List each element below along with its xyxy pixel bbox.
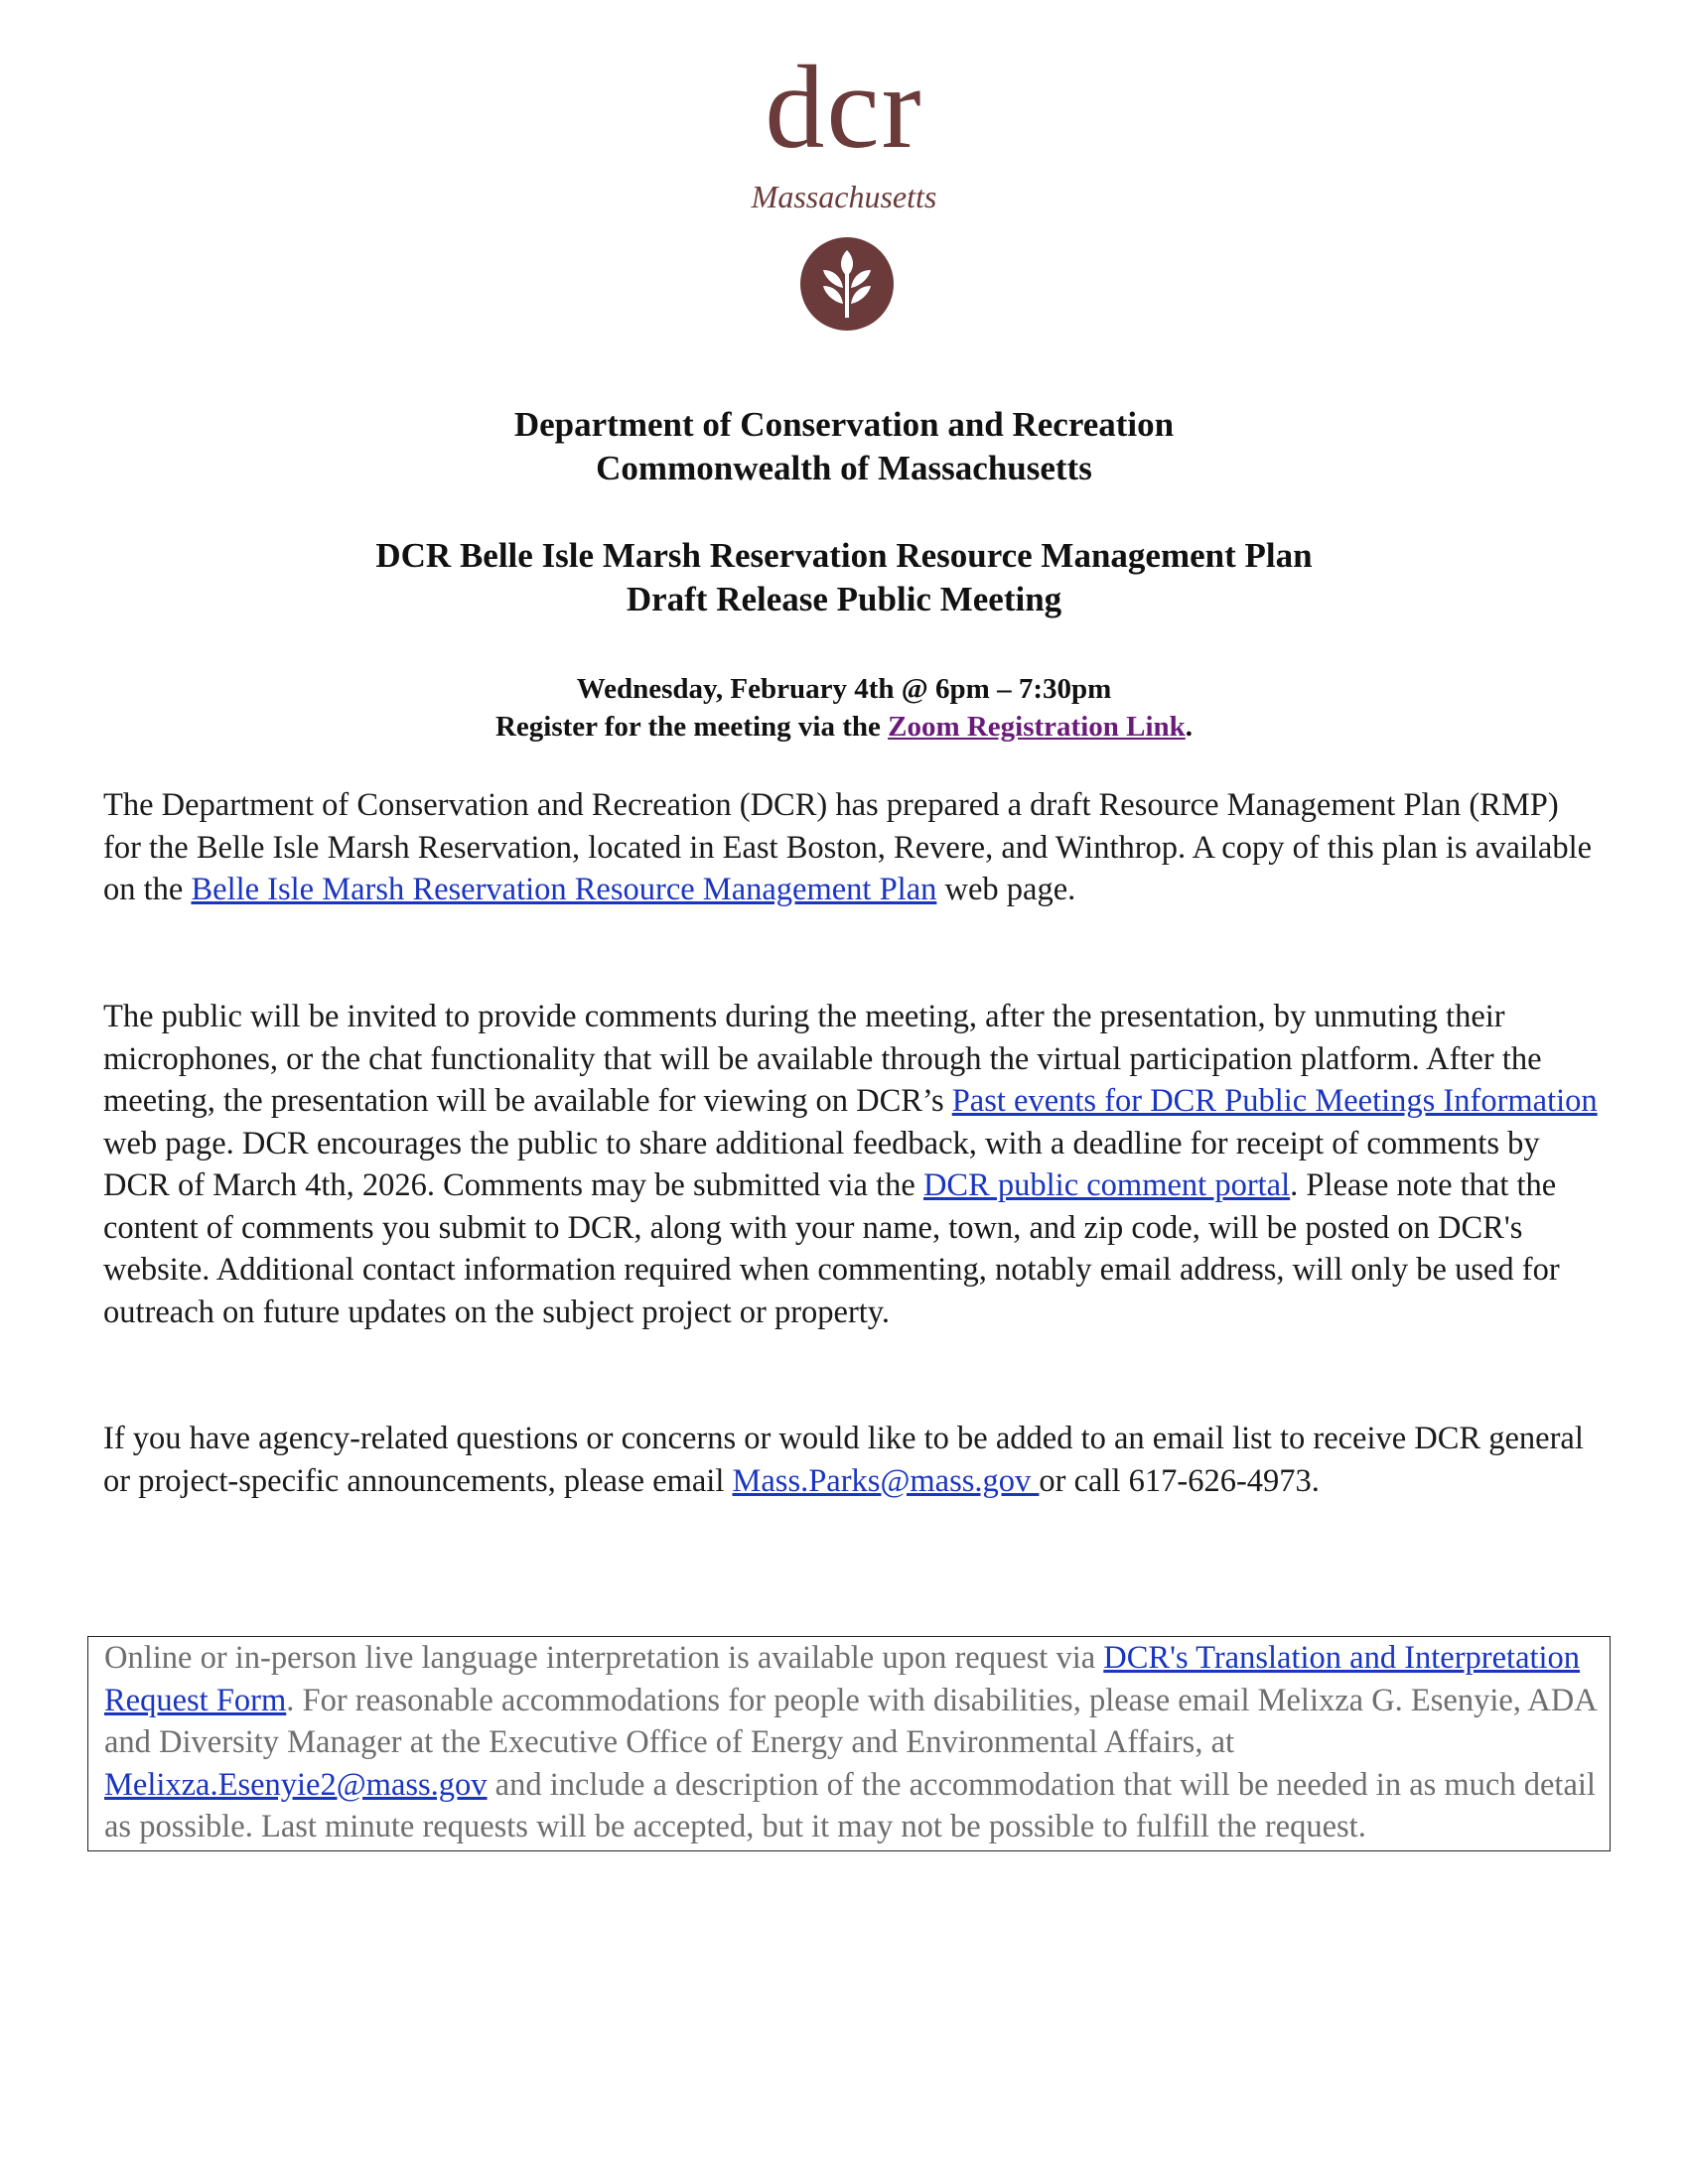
logo-state-name: Massachusetts: [751, 179, 937, 214]
meeting-datetime: Wednesday, February 4th @ 6pm – 7:30pm: [576, 673, 1112, 705]
meeting-details: [0, 670, 1688, 746]
past-events-link[interactable]: Past events for DCR Public Meetings Information: [951, 1083, 1598, 1119]
mass-parks-email-link[interactable]: Mass.Parks@mass.gov: [732, 1462, 1040, 1499]
contact-paragraph: If you have agency-related questions or concerns or would like to be added to an email list to receive DCR general or project-specific announcements, please email Mass.Parks@mass.gov or call 617-626-4973.: [103, 1421, 1584, 1499]
accessibility-notice-box: Online or in-person live language interpretation is available upon request via DCR's Translation and Interpretation Request Form. For reasonable accommodations for people with disabilities, please email Melixza G. Esenyie, ADA and Diversity Manager at the Executive Office of Energy and Environmental Affairs, at Melixza.Esenyie2@mass.gov and include a description of the accommodation that will be needed in as much detail as possible. Last minute requests will be accepted, but it may not be possible to fulfill the request.: [87, 1636, 1611, 1851]
dcr-logo: [0, 0, 1688, 357]
ada-manager-email-link[interactable]: Melixza.Esenyie2@mass.gov: [104, 1766, 488, 1803]
agency-header: [0, 403, 1688, 490]
meeting-title: Draft Release Public Meeting: [626, 580, 1062, 618]
public-comment-paragraph: The public will be invited to provide comments during the meeting, after the presentation, by unmuting their microphones, or the chat functionality that will be available through the virtual participation platform. After the meeting, the presentation will be available for viewing on DCR’s Past events for DCR Public Meetings Information web page. DCR encourages the public to share additional feedback, with a deadline for receipt of comments by DCR of March 4th, 2026. Comments may be submitted via the DCR public comment portal. Please note that the content of comments you submit to DCR, along with your name, town, and zip code, will be posted on DCR's website. Additional contact information required when commenting, notably email address, will only be used for outreach on future updates on the subject project or property.: [103, 999, 1598, 1330]
leaf-icon: [799, 236, 895, 332]
plan-availability-paragraph: The Department of Conservation and Recreation (DCR) has prepared a draft Resource Management Plan (RMP) for the Belle Isle Marsh Reservation, located in East Boston, Revere, and Winthrop. A copy of this plan is available on the Belle Isle Marsh Reservation Resource Management Plan web page.: [103, 787, 1593, 907]
zoom-registration-link[interactable]: Zoom Registration Link: [888, 711, 1186, 743]
translation-request-form-link[interactable]: DCR's Translation and Interpretation Request Form: [104, 1640, 1581, 1718]
rmp-webpage-link[interactable]: Belle Isle Marsh Reservation Resource Management Plan: [191, 872, 937, 907]
agency-name: Department of Conservation and Recreation: [513, 405, 1175, 444]
registration-line: Register for the meeting via the Zoom Registration Link.: [494, 711, 1194, 743]
logo-wordmark: dcr: [765, 41, 923, 173]
commonwealth-name: Commonwealth of Massachusetts: [596, 449, 1092, 487]
document-title: [0, 534, 1688, 621]
plan-title: DCR Belle Isle Marsh Reservation Resource Management Plan: [375, 536, 1313, 575]
comment-portal-link[interactable]: DCR public comment portal: [922, 1167, 1291, 1203]
